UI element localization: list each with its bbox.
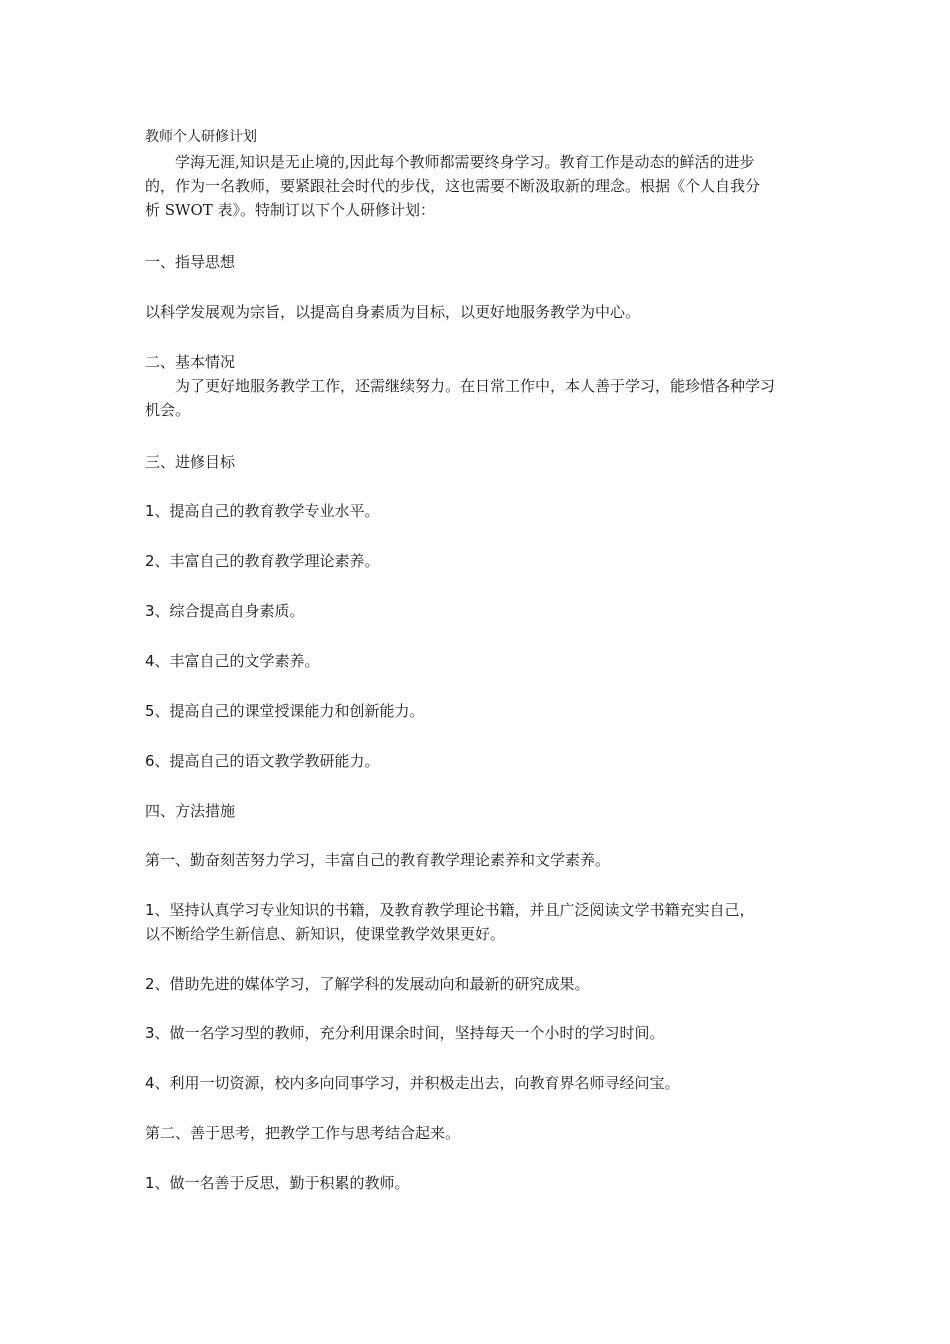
method-heading-2: 第二、善于思考，把教学工作与思考结合起来。 <box>145 1124 461 1142</box>
method-heading-1: 第一、勤奋刻苦努力学习，丰富自己的教育教学理论素养和文学素养。 <box>145 851 611 869</box>
goal-item: 5、提高自己的课堂授课能力和创新能力。 <box>145 702 425 720</box>
method-item: 1、坚持认真学习专业知识的书籍，及教育教学理论书籍，并且广泛阅读文学书籍充实自己， <box>145 901 755 919</box>
section-text-guiding-thought: 以科学发展观为宗旨，以提高自身素质为目标，以更好地服务教学为中心。 <box>145 303 641 321</box>
section-heading-goals: 三、进修目标 <box>145 453 236 471</box>
method-item: 4、利用一切资源，校内多向同事学习，并积极走出去，向教育界名师寻经问宝。 <box>145 1074 680 1092</box>
intro-line-1: 学海无涯,知识是无止境的,因此每个教师都需要终身学习。教育工作是动态的鲜活的进步 <box>175 153 755 171</box>
goal-item: 6、提高自己的语文教学教研能力。 <box>145 752 380 770</box>
goal-item: 4、丰富自己的文学素养。 <box>145 652 320 670</box>
intro-line-2: 的，作为一名教师，要紧跟社会时代的步伐，这也需要不断汲取新的理念。根据《个人自我分 <box>145 177 761 195</box>
basic-situation-line-2: 机会。 <box>145 401 191 419</box>
intro-line-3: 析 SWOT 表》。特制订以下个人研修计划： <box>145 201 436 219</box>
goal-item: 2、丰富自己的教育教学理论素养。 <box>145 552 380 570</box>
method-item-continuation: 以不断给学生新信息、新知识，使课堂教学效果更好。 <box>145 925 506 943</box>
goal-item: 1、提高自己的教育教学专业水平。 <box>145 502 380 520</box>
basic-situation-line-1: 为了更好地服务教学工作，还需继续努力。在日常工作中，本人善于学习，能珍惜各种学习 <box>175 377 776 395</box>
goal-item: 3、综合提高自身素质。 <box>145 602 305 620</box>
section-heading-guiding-thought: 一、指导思想 <box>145 253 236 271</box>
section-heading-methods: 四、方法措施 <box>145 802 236 820</box>
method-item: 3、做一名学习型的教师，充分利用课余时间，坚持每天一个小时的学习时间。 <box>145 1024 665 1042</box>
document-title: 教师个人研修计划 <box>145 129 257 145</box>
method-item: 2、借助先进的媒体学习，了解学科的发展动向和最新的研究成果。 <box>145 975 590 993</box>
method-item: 1、做一名善于反思，勤于积累的教师。 <box>145 1174 410 1192</box>
section-heading-basic-situation: 二、基本情况 <box>145 353 236 371</box>
